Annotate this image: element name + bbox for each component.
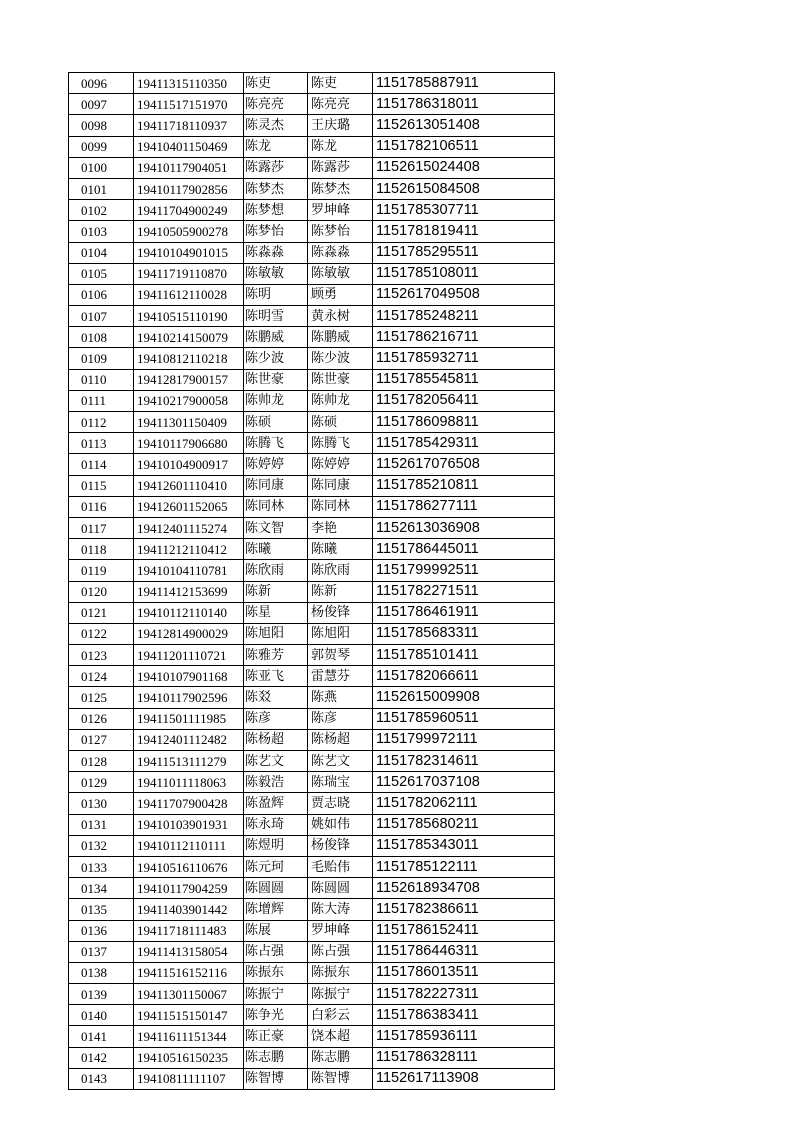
id-number-cell: 19412814900029 [134, 623, 244, 644]
account-number-cell: 1151786216711 [373, 327, 555, 348]
account-holder-cell: 王庆璐 [308, 115, 373, 136]
account-number-cell: 1151782062111 [373, 793, 555, 814]
table-row [69, 602, 555, 623]
account-number-cell: 1151785932711 [373, 348, 555, 369]
account-number-cell: 1152617113908 [373, 1068, 555, 1089]
id-number-cell: 19411011118063 [134, 772, 244, 793]
row-number-cell: 0139 [69, 984, 134, 1005]
id-number-cell: 19410214150079 [134, 327, 244, 348]
student-name-cell: 陈圆圆 [244, 878, 308, 899]
account-holder-cell: 黄永树 [308, 306, 373, 327]
table-row [69, 1005, 555, 1026]
table-row [69, 284, 555, 305]
account-holder-cell: 杨俊锋 [308, 835, 373, 856]
row-number-cell: 0127 [69, 729, 134, 750]
id-number-cell: 19410401150469 [134, 136, 244, 157]
table-row [69, 729, 555, 750]
id-number-cell: 19411403901442 [134, 899, 244, 920]
table-row [69, 369, 555, 390]
account-holder-cell: 李艳 [308, 517, 373, 538]
student-name-cell: 陈世豪 [244, 369, 308, 390]
row-number-cell: 0136 [69, 920, 134, 941]
id-number-cell: 19410104901015 [134, 242, 244, 263]
student-name-cell: 陈帅龙 [244, 390, 308, 411]
row-number-cell: 0133 [69, 856, 134, 877]
table-body [69, 73, 555, 1090]
account-holder-cell: 陈硕 [308, 412, 373, 433]
student-name-cell: 陈龙 [244, 136, 308, 157]
table-row [69, 517, 555, 538]
table-row [69, 645, 555, 666]
id-number-cell: 19410117906680 [134, 433, 244, 454]
table-row [69, 1047, 555, 1068]
student-name-cell: 陈元珂 [244, 856, 308, 877]
student-name-cell: 陈婷婷 [244, 454, 308, 475]
student-name-cell: 陈灵杰 [244, 115, 308, 136]
id-number-cell: 19410112110111 [134, 835, 244, 856]
table-row [69, 327, 555, 348]
table-row [69, 623, 555, 644]
student-name-cell: 陈旭阳 [244, 623, 308, 644]
student-name-cell: 陈占强 [244, 941, 308, 962]
row-number-cell: 0097 [69, 94, 134, 115]
account-number-cell: 1152615009908 [373, 687, 555, 708]
account-number-cell: 1152618934708 [373, 878, 555, 899]
id-number-cell: 19412401115274 [134, 517, 244, 538]
account-number-cell: 1152613036908 [373, 517, 555, 538]
id-number-cell: 19412817900157 [134, 369, 244, 390]
row-number-cell: 0131 [69, 814, 134, 835]
account-number-cell: 1151785295511 [373, 242, 555, 263]
id-number-cell: 19410107901168 [134, 666, 244, 687]
table-row [69, 412, 555, 433]
student-name-cell: 陈鹏威 [244, 327, 308, 348]
student-name-cell: 陈杨超 [244, 729, 308, 750]
row-number-cell: 0111 [69, 390, 134, 411]
id-number-cell: 19411412153699 [134, 581, 244, 602]
account-holder-cell: 陈龙 [308, 136, 373, 157]
row-number-cell: 0107 [69, 306, 134, 327]
student-name-cell: 陈争光 [244, 1005, 308, 1026]
account-holder-cell: 陈艺文 [308, 751, 373, 772]
account-number-cell: 1151786013511 [373, 962, 555, 983]
account-number-cell: 1151781819411 [373, 221, 555, 242]
account-holder-cell: 顾勇 [308, 284, 373, 305]
account-number-cell: 1152617049508 [373, 284, 555, 305]
table-row [69, 856, 555, 877]
row-number-cell: 0108 [69, 327, 134, 348]
row-number-cell: 0102 [69, 200, 134, 221]
table-row [69, 666, 555, 687]
account-holder-cell: 陈露莎 [308, 157, 373, 178]
row-number-cell: 0117 [69, 517, 134, 538]
account-number-cell: 1151785429311 [373, 433, 555, 454]
row-number-cell: 0128 [69, 751, 134, 772]
id-number-cell: 19411513111279 [134, 751, 244, 772]
id-number-cell: 19410103901931 [134, 814, 244, 835]
id-number-cell: 19410217900058 [134, 390, 244, 411]
row-number-cell: 0124 [69, 666, 134, 687]
account-number-cell: 1152617037108 [373, 772, 555, 793]
account-number-cell: 1151785680211 [373, 814, 555, 835]
row-number-cell: 0109 [69, 348, 134, 369]
table-row [69, 306, 555, 327]
table-row [69, 433, 555, 454]
table-row [69, 496, 555, 517]
student-name-cell: 陈同林 [244, 496, 308, 517]
account-number-cell: 1151785307711 [373, 200, 555, 221]
table-row [69, 962, 555, 983]
account-holder-cell: 陈同林 [308, 496, 373, 517]
account-holder-cell: 陈燕 [308, 687, 373, 708]
table-row [69, 984, 555, 1005]
table-row [69, 263, 555, 284]
account-holder-cell: 陈振宁 [308, 984, 373, 1005]
student-name-cell: 陈彦 [244, 708, 308, 729]
table-row [69, 390, 555, 411]
account-holder-cell: 杨俊锋 [308, 602, 373, 623]
account-number-cell: 1151786445011 [373, 539, 555, 560]
table-row [69, 1068, 555, 1089]
id-number-cell: 19411612110028 [134, 284, 244, 305]
row-number-cell: 0130 [69, 793, 134, 814]
account-number-cell: 1151782314611 [373, 751, 555, 772]
account-holder-cell: 罗坤峰 [308, 200, 373, 221]
account-number-cell: 1151786152411 [373, 920, 555, 941]
account-number-cell: 1151785248211 [373, 306, 555, 327]
account-holder-cell: 陈杨超 [308, 729, 373, 750]
id-number-cell: 19411516152116 [134, 962, 244, 983]
account-number-cell: 1152613051408 [373, 115, 555, 136]
student-name-cell: 陈增辉 [244, 899, 308, 920]
id-number-cell: 19410104900917 [134, 454, 244, 475]
account-number-cell: 1152617076508 [373, 454, 555, 475]
account-holder-cell: 陈智博 [308, 1068, 373, 1089]
account-number-cell: 1152615024408 [373, 157, 555, 178]
table-row [69, 581, 555, 602]
account-holder-cell: 陈亮亮 [308, 94, 373, 115]
row-number-cell: 0121 [69, 602, 134, 623]
account-holder-cell: 陈吏 [308, 73, 373, 94]
account-holder-cell: 雷慧芬 [308, 666, 373, 687]
student-name-cell: 陈㸚 [244, 687, 308, 708]
account-holder-cell: 陈占强 [308, 941, 373, 962]
account-number-cell: 1151782227311 [373, 984, 555, 1005]
student-name-cell: 陈少波 [244, 348, 308, 369]
student-name-cell: 陈梦怡 [244, 221, 308, 242]
table-row [69, 178, 555, 199]
row-number-cell: 0143 [69, 1068, 134, 1089]
account-number-cell: 1151785108011 [373, 263, 555, 284]
account-number-cell: 1151786461911 [373, 602, 555, 623]
student-name-cell: 陈星 [244, 602, 308, 623]
id-number-cell: 19411704900249 [134, 200, 244, 221]
table-row [69, 157, 555, 178]
student-name-cell: 陈振东 [244, 962, 308, 983]
row-number-cell: 0104 [69, 242, 134, 263]
table-row [69, 751, 555, 772]
student-name-cell: 陈煜明 [244, 835, 308, 856]
table-row [69, 94, 555, 115]
account-number-cell: 1151786098811 [373, 412, 555, 433]
id-number-cell: 19411718110937 [134, 115, 244, 136]
id-number-cell: 19411501111985 [134, 708, 244, 729]
id-number-cell: 19410117904259 [134, 878, 244, 899]
row-number-cell: 0122 [69, 623, 134, 644]
account-number-cell: 1151785960511 [373, 708, 555, 729]
id-number-cell: 19410505900278 [134, 221, 244, 242]
row-number-cell: 0105 [69, 263, 134, 284]
account-holder-cell: 陈曦 [308, 539, 373, 560]
id-number-cell: 19410117902856 [134, 178, 244, 199]
account-holder-cell: 陈旭阳 [308, 623, 373, 644]
account-number-cell: 1151782106511 [373, 136, 555, 157]
id-number-cell: 19412401112482 [134, 729, 244, 750]
table-row [69, 454, 555, 475]
id-number-cell: 19411611151344 [134, 1026, 244, 1047]
row-number-cell: 0098 [69, 115, 134, 136]
account-holder-cell: 陈新 [308, 581, 373, 602]
table-row [69, 136, 555, 157]
student-name-cell: 陈盈辉 [244, 793, 308, 814]
student-name-cell: 陈淼淼 [244, 242, 308, 263]
student-name-cell: 陈振宁 [244, 984, 308, 1005]
id-number-cell: 19411517151970 [134, 94, 244, 115]
account-holder-cell: 陈圆圆 [308, 878, 373, 899]
table-row [69, 1026, 555, 1047]
row-number-cell: 0110 [69, 369, 134, 390]
table-row [69, 200, 555, 221]
row-number-cell: 0113 [69, 433, 134, 454]
account-holder-cell: 陈帅龙 [308, 390, 373, 411]
id-number-cell: 19411201110721 [134, 645, 244, 666]
row-number-cell: 0126 [69, 708, 134, 729]
id-number-cell: 19410104110781 [134, 560, 244, 581]
table-row [69, 814, 555, 835]
id-number-cell: 19411315110350 [134, 73, 244, 94]
student-name-cell: 陈展 [244, 920, 308, 941]
id-number-cell: 19411515150147 [134, 1005, 244, 1026]
table-row [69, 899, 555, 920]
row-number-cell: 0120 [69, 581, 134, 602]
account-number-cell: 1151785545811 [373, 369, 555, 390]
row-number-cell: 0115 [69, 475, 134, 496]
account-holder-cell: 陈梦怡 [308, 221, 373, 242]
account-number-cell: 1151786383411 [373, 1005, 555, 1026]
row-number-cell: 0141 [69, 1026, 134, 1047]
row-number-cell: 0119 [69, 560, 134, 581]
id-number-cell: 19410112110140 [134, 602, 244, 623]
student-name-cell: 陈文智 [244, 517, 308, 538]
row-number-cell: 0114 [69, 454, 134, 475]
student-name-cell: 陈曦 [244, 539, 308, 560]
student-name-cell: 陈亚飞 [244, 666, 308, 687]
id-number-cell: 19410117904051 [134, 157, 244, 178]
account-number-cell: 1151785887911 [373, 73, 555, 94]
row-number-cell: 0137 [69, 941, 134, 962]
id-number-cell: 19411718111483 [134, 920, 244, 941]
student-name-cell: 陈亮亮 [244, 94, 308, 115]
account-holder-cell: 陈大涛 [308, 899, 373, 920]
row-number-cell: 0106 [69, 284, 134, 305]
student-name-cell: 陈智博 [244, 1068, 308, 1089]
student-name-cell: 陈永琦 [244, 814, 308, 835]
id-number-cell: 19411413158054 [134, 941, 244, 962]
id-number-cell: 19412601152065 [134, 496, 244, 517]
account-holder-cell: 陈腾飞 [308, 433, 373, 454]
id-number-cell: 19410117902596 [134, 687, 244, 708]
account-number-cell: 1151782271511 [373, 581, 555, 602]
table-row [69, 242, 555, 263]
row-number-cell: 0125 [69, 687, 134, 708]
data-table [68, 72, 555, 1090]
row-number-cell: 0118 [69, 539, 134, 560]
table-row [69, 687, 555, 708]
id-number-cell: 19411719110870 [134, 263, 244, 284]
student-name-cell: 陈腾飞 [244, 433, 308, 454]
id-number-cell: 19411301150067 [134, 984, 244, 1005]
row-number-cell: 0132 [69, 835, 134, 856]
row-number-cell: 0129 [69, 772, 134, 793]
row-number-cell: 0103 [69, 221, 134, 242]
student-name-cell: 陈艺文 [244, 751, 308, 772]
account-number-cell: 1151799972111 [373, 729, 555, 750]
row-number-cell: 0140 [69, 1005, 134, 1026]
student-name-cell: 陈敏敏 [244, 263, 308, 284]
student-name-cell: 陈明雪 [244, 306, 308, 327]
account-holder-cell: 陈欣雨 [308, 560, 373, 581]
student-name-cell: 陈硕 [244, 412, 308, 433]
account-number-cell: 1151782386611 [373, 899, 555, 920]
id-number-cell: 19410516110676 [134, 856, 244, 877]
student-name-cell: 陈同康 [244, 475, 308, 496]
student-name-cell: 陈梦杰 [244, 178, 308, 199]
table-row [69, 115, 555, 136]
id-number-cell: 19410516150235 [134, 1047, 244, 1068]
account-number-cell: 1151786277111 [373, 496, 555, 517]
row-number-cell: 0123 [69, 645, 134, 666]
account-number-cell: 1151786318011 [373, 94, 555, 115]
student-name-cell: 陈欣雨 [244, 560, 308, 581]
account-number-cell: 1151785122111 [373, 856, 555, 877]
table-row [69, 708, 555, 729]
table-row [69, 475, 555, 496]
id-number-cell: 19410515110190 [134, 306, 244, 327]
table-row [69, 878, 555, 899]
account-holder-cell: 陈淼淼 [308, 242, 373, 263]
student-name-cell: 陈志鹏 [244, 1047, 308, 1068]
account-holder-cell: 陈彦 [308, 708, 373, 729]
account-holder-cell: 陈鹏威 [308, 327, 373, 348]
account-number-cell: 1151782056411 [373, 390, 555, 411]
table-row [69, 835, 555, 856]
account-number-cell: 1151786328111 [373, 1047, 555, 1068]
student-name-cell: 陈正豪 [244, 1026, 308, 1047]
account-holder-cell: 陈志鹏 [308, 1047, 373, 1068]
account-number-cell: 1151786446311 [373, 941, 555, 962]
account-number-cell: 1151785343011 [373, 835, 555, 856]
id-number-cell: 19412601110410 [134, 475, 244, 496]
row-number-cell: 0099 [69, 136, 134, 157]
row-number-cell: 0116 [69, 496, 134, 517]
account-holder-cell: 陈振东 [308, 962, 373, 983]
table-row [69, 560, 555, 581]
table-row [69, 793, 555, 814]
student-name-cell: 陈吏 [244, 73, 308, 94]
account-number-cell: 1151785210811 [373, 475, 555, 496]
row-number-cell: 0138 [69, 962, 134, 983]
account-holder-cell: 毛贻伟 [308, 856, 373, 877]
id-number-cell: 19411301150409 [134, 412, 244, 433]
row-number-cell: 0142 [69, 1047, 134, 1068]
id-number-cell: 19410812110218 [134, 348, 244, 369]
student-name-cell: 陈露莎 [244, 157, 308, 178]
table-row [69, 539, 555, 560]
student-name-cell: 陈毅浩 [244, 772, 308, 793]
account-holder-cell: 陈少波 [308, 348, 373, 369]
account-holder-cell: 陈婷婷 [308, 454, 373, 475]
row-number-cell: 0112 [69, 412, 134, 433]
row-number-cell: 0135 [69, 899, 134, 920]
table-row [69, 920, 555, 941]
account-holder-cell: 罗坤峰 [308, 920, 373, 941]
table-row [69, 221, 555, 242]
account-number-cell: 1151785936111 [373, 1026, 555, 1047]
account-holder-cell: 白彩云 [308, 1005, 373, 1026]
account-number-cell: 1152615084508 [373, 178, 555, 199]
table-row [69, 941, 555, 962]
row-number-cell: 0100 [69, 157, 134, 178]
account-number-cell: 1151785101411 [373, 645, 555, 666]
row-number-cell: 0101 [69, 178, 134, 199]
table-row [69, 73, 555, 94]
account-number-cell: 1151799992511 [373, 560, 555, 581]
account-holder-cell: 姚如伟 [308, 814, 373, 835]
student-name-cell: 陈新 [244, 581, 308, 602]
row-number-cell: 0134 [69, 878, 134, 899]
id-number-cell: 19410811111107 [134, 1068, 244, 1089]
account-holder-cell: 陈敏敏 [308, 263, 373, 284]
account-holder-cell: 陈世豪 [308, 369, 373, 390]
account-number-cell: 1151782066611 [373, 666, 555, 687]
student-name-cell: 陈梦想 [244, 200, 308, 221]
id-number-cell: 19411707900428 [134, 793, 244, 814]
account-number-cell: 1151785683311 [373, 623, 555, 644]
table-row [69, 348, 555, 369]
account-holder-cell: 陈同康 [308, 475, 373, 496]
student-name-cell: 陈明 [244, 284, 308, 305]
row-number-cell: 0096 [69, 73, 134, 94]
account-holder-cell: 陈瑞宝 [308, 772, 373, 793]
table-row [69, 772, 555, 793]
id-number-cell: 19411212110412 [134, 539, 244, 560]
account-holder-cell: 郭贺琴 [308, 645, 373, 666]
student-name-cell: 陈雅芳 [244, 645, 308, 666]
account-holder-cell: 陈梦杰 [308, 178, 373, 199]
account-holder-cell: 贾志晓 [308, 793, 373, 814]
account-holder-cell: 饶本超 [308, 1026, 373, 1047]
